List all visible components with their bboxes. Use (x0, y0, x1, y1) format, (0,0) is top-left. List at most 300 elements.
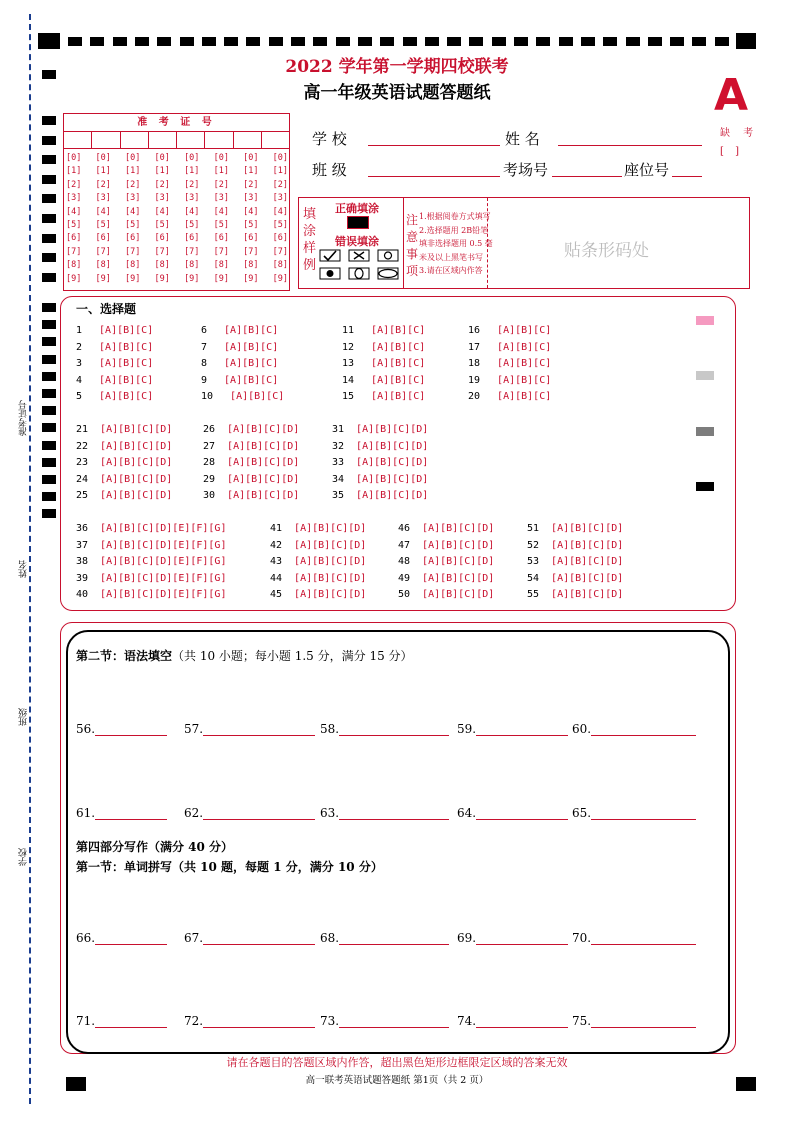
blank-62[interactable] (184, 806, 315, 820)
answer-options[interactable]: [A][B][C] (224, 325, 279, 336)
digit-bubble[interactable]: [2] (66, 179, 82, 190)
multiple-choice-title: 一、选择题 (76, 302, 137, 316)
digit-bubble[interactable]: [6] (66, 233, 82, 244)
digit-bubble[interactable]: [5] (154, 220, 170, 231)
question-23[interactable] (76, 457, 172, 468)
answer-options[interactable]: [A][B][C][D] (227, 424, 300, 435)
question-41[interactable] (270, 523, 366, 534)
blank-number: 60. (572, 722, 592, 736)
answer-sheet-title: 高一年级英语试题答题纸 (303, 83, 491, 103)
blank-60[interactable] (572, 722, 696, 736)
answer-options[interactable]: [A][B][C][D] (422, 589, 495, 600)
timing-mark (42, 234, 56, 243)
question-15[interactable] (342, 391, 425, 402)
digit-bubble[interactable]: [2] (184, 179, 200, 190)
answer-options[interactable]: [A][B][C] (497, 374, 552, 386)
question-22[interactable] (76, 441, 172, 452)
answer-options[interactable]: [A][B][C][D] (551, 539, 624, 551)
digit-bubble[interactable]: [0] (66, 153, 82, 163)
question-17[interactable] (468, 342, 551, 353)
timing-dash (202, 37, 216, 46)
exam-number-column[interactable] (155, 152, 170, 286)
exam-number-bubbles[interactable] (66, 152, 288, 286)
question-number: 26 (203, 424, 216, 435)
digit-bubble[interactable]: [9] (272, 273, 288, 284)
answer-line[interactable] (339, 723, 449, 736)
answer-line[interactable] (339, 932, 449, 945)
digit-bubble[interactable]: [9] (66, 273, 82, 284)
answer-options[interactable]: [A][B][C][D][E][F][G] (100, 589, 227, 600)
question-28[interactable] (203, 457, 299, 468)
question-36[interactable] (76, 523, 226, 534)
question-number: 36 (76, 523, 89, 534)
question-29[interactable] (203, 474, 299, 485)
blank-61[interactable] (76, 806, 167, 820)
blank-74[interactable] (457, 1014, 568, 1028)
answer-options[interactable]: [A][B][C][D] (100, 457, 173, 468)
answer-options[interactable]: [A][B][C] (371, 391, 426, 402)
digit-bubble[interactable]: [4] (272, 206, 288, 217)
timing-mark (42, 194, 56, 203)
question-31[interactable] (332, 424, 428, 435)
question-53[interactable] (527, 556, 623, 567)
exam-number-column[interactable] (243, 152, 258, 286)
answer-options[interactable]: [A][B][C][D] (356, 440, 429, 452)
question-number: 14 (342, 374, 355, 386)
answer-options[interactable]: [A][B][C][D] (100, 473, 173, 485)
digit-bubble[interactable]: [5] (95, 220, 111, 231)
answer-line[interactable] (95, 932, 167, 945)
timing-dash (336, 37, 350, 46)
answer-options[interactable]: [A][B][C][D] (422, 572, 495, 584)
blank-number: 72. (184, 1014, 204, 1028)
question-49[interactable] (398, 573, 494, 584)
question-21[interactable] (76, 424, 172, 435)
question-12[interactable] (342, 342, 425, 353)
exam-number-write-cells[interactable] (64, 132, 289, 149)
digit-bubble[interactable]: [7] (213, 246, 229, 257)
answer-line[interactable] (591, 807, 696, 820)
question-13[interactable] (342, 358, 425, 369)
digit-bubble[interactable]: [0] (125, 153, 141, 163)
question-4[interactable] (76, 375, 153, 386)
answer-options[interactable]: [A][B][C][D] (422, 523, 495, 534)
answer-line[interactable] (339, 1015, 449, 1028)
digit-bubble[interactable]: [1] (272, 166, 288, 177)
question-33[interactable] (332, 457, 428, 468)
question-48[interactable] (398, 556, 494, 567)
question-number: 35 (332, 490, 345, 501)
answer-options[interactable]: [A][B][C][D] (356, 473, 429, 485)
digit-bubble[interactable]: [4] (243, 206, 259, 217)
answer-options[interactable]: [A][B][C][D] (227, 473, 300, 485)
answer-options[interactable]: [A][B][C][D] (294, 539, 367, 551)
answer-line[interactable] (591, 932, 696, 945)
answer-options[interactable]: [A][B][C][D] (551, 572, 624, 584)
exam-number-column[interactable] (125, 152, 140, 286)
digit-bubble[interactable]: [7] (95, 246, 111, 257)
question-6[interactable] (201, 325, 278, 336)
answer-line[interactable] (95, 723, 167, 736)
exam-number-column[interactable] (66, 152, 81, 286)
digit-bubble[interactable]: [0] (213, 153, 229, 163)
digit-bubble[interactable]: [6] (213, 233, 229, 244)
question-7[interactable] (201, 342, 278, 353)
answer-options[interactable]: [A][B][C][D] (100, 424, 173, 435)
question-number: 52 (527, 539, 540, 551)
digit-bubble[interactable]: [8] (95, 260, 111, 271)
answer-options[interactable]: [A][B][C][D] (356, 490, 429, 501)
answer-options[interactable]: [A][B][C][D] (422, 539, 495, 551)
answer-options[interactable]: [A][B][C][D] (227, 457, 300, 468)
digit-bubble[interactable]: [7] (243, 246, 259, 257)
question-number: 13 (342, 358, 355, 369)
digit-bubble[interactable]: [0] (272, 153, 288, 163)
digit-bubble[interactable]: [2] (95, 179, 111, 190)
question-number: 40 (76, 589, 89, 600)
blank-number: 73. (320, 1014, 340, 1028)
answer-line[interactable] (95, 807, 167, 820)
exam-room-field[interactable] (552, 176, 622, 177)
digit-bubble[interactable]: [9] (154, 273, 170, 284)
answer-options[interactable]: [A][B][C][D] (294, 556, 367, 567)
blank-number: 67. (184, 931, 204, 945)
digit-bubble[interactable]: [2] (243, 179, 259, 190)
blank-66[interactable] (76, 931, 167, 945)
answer-options[interactable]: [A][B][C][D] (422, 556, 495, 567)
digit-bubble[interactable]: [2] (213, 179, 229, 190)
answer-options[interactable]: [A][B][C] (371, 374, 426, 386)
question-54[interactable] (527, 573, 623, 584)
blank-70[interactable] (572, 931, 696, 945)
digit-bubble[interactable]: [5] (66, 220, 82, 231)
class-field[interactable] (368, 176, 500, 177)
answer-options[interactable]: [A][B][C] (99, 374, 154, 386)
barcode-label: 贴条形码处 (564, 241, 649, 261)
digit-bubble[interactable]: [7] (272, 246, 288, 257)
question-number: 4 (76, 374, 83, 386)
answer-options[interactable]: [A][B][C][D][E][F][G] (100, 572, 227, 584)
answer-line[interactable] (339, 807, 449, 820)
answer-line[interactable] (476, 723, 568, 736)
blank-number: 68. (320, 931, 340, 945)
timing-mark (42, 116, 56, 125)
answer-line[interactable] (591, 723, 696, 736)
question-number: 5 (76, 391, 83, 402)
digit-bubble[interactable]: [3] (184, 193, 200, 204)
blank-number: 75. (572, 1014, 592, 1028)
answer-options[interactable]: [A][B][C][D] (551, 589, 624, 600)
answer-line[interactable] (203, 932, 315, 945)
digit-bubble[interactable]: [3] (125, 193, 141, 204)
answer-line[interactable] (476, 807, 568, 820)
question-40[interactable] (76, 589, 226, 600)
seat-field[interactable] (672, 176, 702, 177)
answer-options[interactable]: [A][B][C] (99, 341, 154, 353)
question-2[interactable] (76, 342, 153, 353)
question-25[interactable] (76, 490, 172, 501)
digit-bubble[interactable]: [2] (125, 179, 141, 190)
blank-65[interactable] (572, 806, 696, 820)
digit-bubble[interactable]: [4] (95, 206, 111, 217)
timing-dash (447, 37, 461, 46)
question-10[interactable] (201, 391, 284, 402)
answer-options[interactable]: [A][B][C] (224, 374, 279, 386)
question-8[interactable] (201, 358, 278, 369)
question-46[interactable] (398, 523, 494, 534)
question-11[interactable] (342, 325, 425, 336)
question-9[interactable] (201, 375, 278, 386)
question-number: 38 (76, 556, 89, 567)
digit-bubble[interactable]: [0] (95, 153, 111, 163)
digit-bubble[interactable]: [1] (125, 166, 141, 177)
digit-bubble[interactable]: [0] (154, 153, 170, 163)
question-18[interactable] (468, 358, 551, 369)
question-42[interactable] (270, 540, 366, 551)
digit-bubble[interactable]: [8] (154, 260, 170, 271)
wrong-fill-label: 错误填涂 (335, 235, 379, 248)
question-52[interactable] (527, 540, 623, 551)
digit-bubble[interactable]: [4] (184, 206, 200, 217)
answer-options[interactable]: [A][B][C] (224, 341, 279, 353)
digit-bubble[interactable]: [1] (95, 166, 111, 177)
answer-options[interactable]: [A][B][C] (99, 325, 154, 336)
digit-bubble[interactable]: [6] (184, 233, 200, 244)
digit-bubble[interactable]: [9] (213, 273, 229, 284)
question-26[interactable] (203, 424, 299, 435)
digit-bubble[interactable]: [6] (154, 233, 170, 244)
answer-options[interactable]: [A][B][C][D] (551, 523, 624, 534)
answer-line[interactable] (95, 1015, 167, 1028)
timing-mark (42, 355, 56, 364)
answer-options[interactable]: [A][B][C][D] (100, 440, 173, 452)
digit-bubble[interactable]: [5] (272, 220, 288, 231)
answer-options[interactable]: [A][B][C] (497, 341, 552, 353)
blank-73[interactable] (320, 1014, 449, 1028)
exam-number-column[interactable] (214, 152, 229, 286)
absent-checkbox[interactable]: [ ] (720, 146, 743, 157)
digit-bubble[interactable]: [5] (184, 220, 200, 231)
question-5[interactable] (76, 391, 153, 402)
question-51[interactable] (527, 523, 623, 534)
question-3[interactable] (76, 358, 153, 369)
blank-67[interactable] (184, 931, 315, 945)
answer-line[interactable] (591, 1015, 696, 1028)
digit-bubble[interactable]: [1] (184, 166, 200, 177)
blank-64[interactable] (457, 806, 568, 820)
timing-dash (380, 37, 394, 46)
answer-options[interactable]: [A][B][C] (497, 325, 552, 336)
digit-bubble[interactable]: [3] (272, 193, 288, 204)
timing-mark (42, 441, 56, 450)
question-39[interactable] (76, 573, 226, 584)
digit-bubble[interactable]: [3] (66, 193, 82, 204)
question-37[interactable] (76, 540, 226, 551)
digit-bubble[interactable]: [5] (125, 220, 141, 231)
question-number: 24 (76, 473, 89, 485)
answer-line[interactable] (476, 932, 568, 945)
digit-bubble[interactable]: [0] (243, 153, 259, 163)
blank-number: 59. (457, 722, 477, 736)
answer-options[interactable]: [A][B][C][D] (227, 440, 300, 452)
blank-57[interactable] (184, 722, 315, 736)
digit-bubble[interactable]: [8] (272, 260, 288, 271)
digit-bubble[interactable]: [7] (66, 246, 82, 257)
answer-options[interactable]: [A][B][C][D] (294, 589, 367, 600)
question-number: 23 (76, 457, 89, 468)
timing-dash (157, 37, 171, 46)
blank-56[interactable] (76, 722, 167, 736)
question-1[interactable] (76, 325, 153, 336)
digit-bubble[interactable]: [8] (243, 260, 259, 271)
question-number: 6 (201, 325, 208, 336)
digit-bubble[interactable]: [4] (213, 206, 229, 217)
digit-bubble[interactable]: [7] (184, 246, 200, 257)
answer-options[interactable]: [A][B][C][D][E][F][G] (100, 556, 227, 567)
scan-marker-gray (696, 427, 714, 436)
blank-59[interactable] (457, 722, 568, 736)
question-27[interactable] (203, 441, 299, 452)
digit-bubble[interactable]: [3] (154, 193, 170, 204)
timing-dash (135, 37, 149, 46)
digit-bubble[interactable]: [1] (154, 166, 170, 177)
timing-mark (42, 320, 56, 329)
answer-options[interactable]: [A][B][C][D] (356, 424, 429, 435)
question-35[interactable] (332, 490, 428, 501)
digit-bubble[interactable]: [6] (243, 233, 259, 244)
answer-options[interactable]: [A][B][C] (371, 325, 426, 336)
blank-72[interactable] (184, 1014, 315, 1028)
answer-options[interactable]: [A][B][C] (99, 358, 154, 369)
answer-options[interactable]: [A][B][C][D] (294, 572, 367, 584)
fill-example-label: 填 涂 样 例 (303, 207, 317, 273)
answer-options[interactable]: [A][B][C] (224, 358, 279, 369)
digit-bubble[interactable]: [2] (154, 179, 170, 190)
question-55[interactable] (527, 589, 623, 600)
name-field[interactable] (558, 145, 702, 146)
question-32[interactable] (332, 441, 428, 452)
blank-68[interactable] (320, 931, 449, 945)
blank-75[interactable] (572, 1014, 696, 1028)
question-number: 28 (203, 457, 216, 468)
question-number: 42 (270, 539, 283, 551)
digit-bubble[interactable]: [9] (95, 273, 111, 284)
digit-bubble[interactable]: [4] (154, 206, 170, 217)
digit-bubble[interactable]: [9] (243, 273, 259, 284)
digit-bubble[interactable]: [6] (125, 233, 141, 244)
question-number: 43 (270, 556, 283, 567)
exam-number-column[interactable] (273, 152, 288, 286)
digit-bubble[interactable]: [1] (243, 166, 259, 177)
digit-bubble[interactable]: [4] (66, 206, 82, 217)
answer-options[interactable]: [A][B][C][D] (227, 490, 300, 501)
question-number: 37 (76, 539, 89, 551)
question-50[interactable] (398, 589, 494, 600)
digit-bubble[interactable]: [1] (66, 166, 82, 177)
question-24[interactable] (76, 474, 172, 485)
answer-options[interactable]: [A][B][C][D] (551, 556, 624, 567)
question-number: 55 (527, 589, 540, 600)
answer-line[interactable] (203, 723, 315, 736)
digit-bubble[interactable]: [0] (184, 153, 200, 163)
digit-bubble[interactable]: [3] (213, 193, 229, 204)
exam-number-column[interactable] (96, 152, 111, 286)
digit-bubble[interactable]: [4] (125, 206, 141, 217)
digit-bubble[interactable]: [3] (243, 193, 259, 204)
question-30[interactable] (203, 490, 299, 501)
digit-bubble[interactable]: [8] (184, 260, 200, 271)
digit-bubble[interactable]: [8] (66, 260, 82, 271)
timing-dash (291, 37, 305, 46)
digit-bubble[interactable]: [5] (213, 220, 229, 231)
digit-bubble[interactable]: [6] (95, 233, 111, 244)
seat-label: 座位号 (624, 161, 670, 179)
answer-options[interactable]: [A][B][C] (497, 358, 552, 369)
answer-options[interactable]: [A][B][C][D][E][F][G] (100, 523, 227, 534)
answer-options[interactable]: [A][B][C][D] (100, 490, 173, 501)
answer-options[interactable]: [A][B][C][D] (294, 523, 367, 534)
timing-mark (42, 175, 56, 184)
question-16[interactable] (468, 325, 551, 336)
digit-bubble[interactable]: [8] (213, 260, 229, 271)
question-19[interactable] (468, 375, 551, 386)
question-number: 41 (270, 523, 283, 534)
blank-58[interactable] (320, 722, 449, 736)
digit-bubble[interactable]: [7] (154, 246, 170, 257)
answer-options[interactable]: [A][B][C] (497, 391, 552, 402)
digit-bubble[interactable]: [8] (125, 260, 141, 271)
question-38[interactable] (76, 556, 226, 567)
digit-bubble[interactable]: [2] (272, 179, 288, 190)
timing-mark (42, 155, 56, 164)
exam-number-column[interactable] (184, 152, 199, 286)
answer-line[interactable] (203, 807, 315, 820)
digit-bubble[interactable]: [9] (125, 273, 141, 284)
school-field[interactable] (368, 145, 500, 146)
question-43[interactable] (270, 556, 366, 567)
digit-bubble[interactable]: [3] (95, 193, 111, 204)
question-44[interactable] (270, 573, 366, 584)
digit-bubble[interactable]: [6] (272, 233, 288, 244)
digit-bubble[interactable]: [5] (243, 220, 259, 231)
answer-options[interactable]: [A][B][C][D][E][F][G] (100, 539, 227, 551)
notes-title: 注 意 事 项 (406, 213, 419, 278)
digit-bubble[interactable]: [1] (213, 166, 229, 177)
answer-options[interactable]: [A][B][C] (230, 391, 285, 402)
answer-options[interactable]: [A][B][C][D] (356, 457, 429, 468)
question-number: 7 (201, 341, 208, 353)
digit-bubble[interactable]: [9] (184, 273, 200, 284)
correct-fill-label: 正确填涂 (335, 202, 379, 215)
answer-line[interactable] (476, 1015, 568, 1028)
scan-marker-lightgray (696, 371, 714, 380)
answer-line[interactable] (203, 1015, 315, 1028)
answer-options[interactable]: [A][B][C] (371, 358, 426, 369)
answer-options[interactable]: [A][B][C] (99, 391, 154, 402)
question-34[interactable] (332, 474, 428, 485)
digit-bubble[interactable]: [7] (125, 246, 141, 257)
question-47[interactable] (398, 540, 494, 551)
blank-69[interactable] (457, 931, 568, 945)
grammar-fill-title: 第二节：语法填空（共 10 小题；每小题 1.5 分，满分 15 分） (76, 649, 413, 663)
question-45[interactable] (270, 589, 366, 600)
timing-dash (68, 37, 82, 46)
answer-options[interactable]: [A][B][C] (371, 341, 426, 353)
blank-63[interactable] (320, 806, 449, 820)
question-20[interactable] (468, 391, 551, 402)
question-14[interactable] (342, 375, 425, 386)
blank-71[interactable] (76, 1014, 167, 1028)
